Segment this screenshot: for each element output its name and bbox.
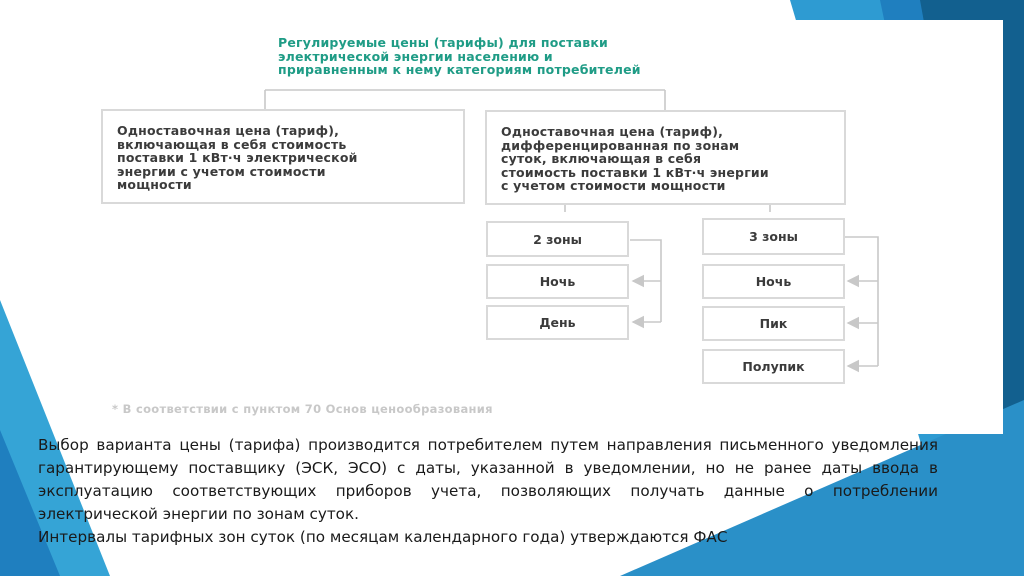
title-line: электрической энергии населению и [278,48,553,64]
zoned-rate-line: стоимость поставки 1 кВт·ч энергии [501,164,769,180]
three-zones-bracket [845,237,878,366]
title-line: Регулируемые цены (тарифы) для поставки [278,35,608,50]
single-rate-line: поставки 1 кВт·ч электрической [117,150,358,165]
three-zones-night-box: Ночь [702,264,845,299]
two-zones-box: 2 зоны [486,221,629,257]
zoned-rate-line: суток, включающая в себя [501,151,702,166]
zoned-rate-line: дифференцированная по зонам [501,137,740,153]
zoned-rate-line: с учетом стоимости мощности [501,178,726,193]
three-zones-box: 3 зоны [702,218,845,255]
single-rate-line: включающая в себя стоимость [117,136,347,152]
zoned-rate-box [485,110,846,205]
two-zones-day-box: День [486,305,629,340]
body-paragraph-1: Выбор варианта цены (тарифа) производится потребителем путем направления письменного уведомления гарантирующему поставщику (ЭСК, ЭСО) с даты, указанной в уведомлении, но не ранее даты ввода в эксплуатацию соответствующих приборов учета, позволяющих получать данные о потреблении электрической энергии по зонам суток. [38,436,938,523]
single-rate-box [101,109,465,204]
single-rate-line: Одноставочная цена (тариф), [117,123,340,138]
body-paragraph-2: Интервалы тарифных зон суток (по месяцам календарного года) утверждаются ФАС [38,528,728,546]
body-text [38,434,938,549]
three-zones-peak-box: Пик [702,306,845,341]
two-zones-night-box: Ночь [486,264,629,299]
diagram-title [278,36,748,77]
single-rate-line: энергии с учетом стоимости [117,163,326,179]
footnote: * В соответствии с пунктом 70 Основ ценообразования [112,402,493,416]
three-zones-semipeak-box: Полупик [702,349,845,384]
single-rate-line: мощности [117,177,192,192]
zoned-rate-line: Одноставочная цена (тариф), [501,124,724,139]
title-line: приравненным к нему категориям потребителей [278,62,641,77]
